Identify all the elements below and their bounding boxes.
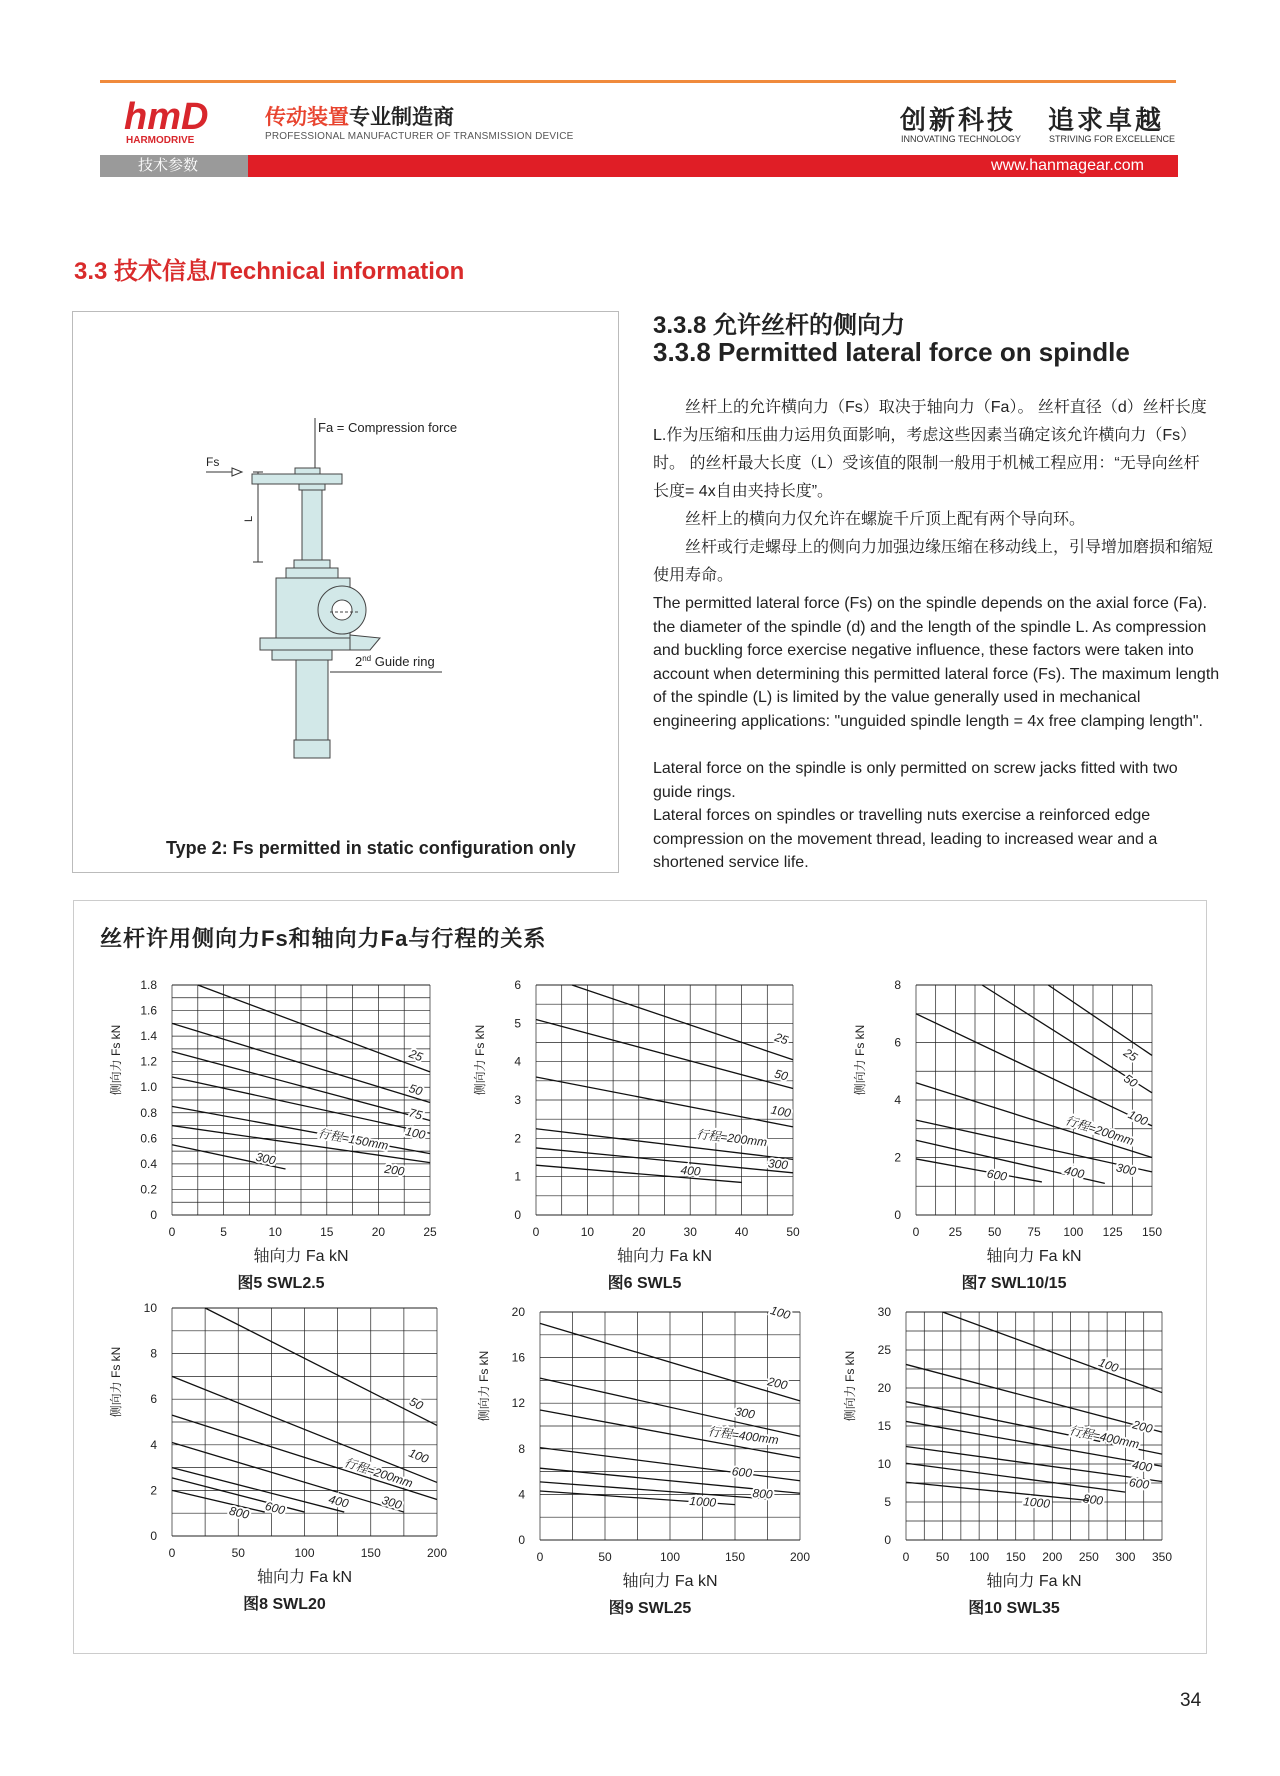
x-tick-label: 100 [1063,1225,1084,1239]
y-tick-label: 0 [150,1208,157,1222]
series-label: 300 [767,1156,789,1173]
series-label: 600 [1128,1475,1151,1492]
series-label: 200 [766,1374,789,1393]
fa-label: Fa = Compression force [318,420,458,435]
chart-caption: 图9 SWL25 [608,1600,692,1617]
y-tick-label: 0 [894,1208,901,1222]
x-tick-label: 150 [724,1550,746,1564]
y-tick-label: 4 [518,1487,525,1502]
series-label: 400 [1062,1163,1086,1182]
series-label: 600 [985,1166,1009,1184]
x-tick-label: 5 [220,1225,227,1239]
series-label: 800 [752,1486,774,1502]
y-axis-label: 侧向力 Fs kN [477,1350,491,1422]
x-tick-label: 20 [371,1225,386,1239]
y-tick-label: 6 [894,1035,901,1050]
x-tick-label: 50 [786,1225,800,1239]
y-tick-label: 0 [514,1208,521,1222]
subsection-title-cn: 3.3.8 允许丝杆的侧向力 [653,312,906,339]
x-tick-label: 15 [320,1225,334,1239]
y-axis-label: 侧向力 Fs kN [853,1024,867,1096]
x-axis-label: 轴向力 Fa kN [253,1248,349,1265]
y-tick-label: 0.2 [140,1182,157,1197]
series-label: 200 [383,1161,406,1179]
y-tick-label: 0.6 [140,1131,157,1146]
paragraph-en-2: Lateral force on the spindle is only permitted on screw jacks fitted with two guide rings. [653,760,1178,801]
series-label: 100 [768,1303,792,1323]
series-line [205,1308,437,1425]
y-tick-label: 1.8 [140,978,157,992]
x-tick-label: 40 [734,1225,749,1239]
y-tick-label: 8 [894,978,901,992]
series-line [540,1482,768,1499]
y-tick-label: 6 [514,978,521,992]
paragraph-en-1: The permitted lateral force (Fs) on the spindle depends on the axial force (Fa). the diameter of the spindle (d) and the length of the spindle L. As compression and buckling force exercise negative influence, these factors were taken into account when determining this permitted lateral force (Fs). The maximum length of the spindle (L) is limited by the value generally used in mechanical engineering applications: "unguided spindle length = 4x free clamping length". [653,595,1220,730]
x-tick-label: 75 [1027,1225,1041,1239]
x-tick-label: 150 [1141,1225,1163,1239]
x-tick-label: 150 [1005,1550,1026,1564]
y-axis-label: 侧向力 Fs kN [109,1024,123,1096]
header-slogan-2-en: STRIVING FOR EXCELLENCE [1049,134,1176,144]
chart-caption: 图6 SWL5 [607,1275,682,1292]
x-tick-label: 150 [360,1546,381,1560]
y-tick-label: 30 [877,1305,891,1319]
y-tick-label: 2 [514,1131,521,1146]
y-axis-label: 侧向力 Fs kN [109,1346,123,1418]
y-tick-label: 5 [884,1495,891,1509]
paragraph-cn-1: 丝杆上的允许横向力（Fs）取决于轴向力（Fa）。 丝杆直径（d）丝杆长度L.作为压缩和压曲力运用负面影响，考虑这些因素当确定该允许横向力（Fs）时。 的丝杆最大长度（L）受该值的限制一般用于机械工程应用：“无导向丝杆长度= 4x自由夹持长度”。 [653,399,1207,500]
chart-3 [852,978,1162,1292]
series-label: 600 [263,1498,287,1518]
series-label: 行程=200mm [695,1127,768,1150]
x-tick-label: 30 [683,1225,697,1239]
x-tick-label: 300 [1115,1550,1136,1564]
x-tick-label: 100 [294,1546,315,1560]
y-tick-label: 1.2 [140,1054,157,1069]
x-axis-label: 轴向力 Fa kN [986,1248,1082,1265]
series-label: 100 [1096,1355,1121,1376]
y-tick-label: 8 [518,1441,525,1456]
series-label: 400 [1131,1457,1154,1475]
x-tick-label: 200 [1042,1550,1063,1564]
y-tick-label: 15 [877,1419,891,1433]
x-tick-label: 10 [580,1225,595,1239]
x-tick-label: 0 [912,1225,920,1239]
series-line [172,1490,265,1512]
series-label: 25 [407,1046,425,1065]
page-number: 34 [1180,1690,1202,1711]
y-tick-label: 1.4 [140,1029,157,1044]
section-title: 3.3 技术信息/Technical information [74,258,465,285]
series-label: 50 [1121,1071,1141,1091]
guide-ring-label: 2nd Guide ring [355,654,435,669]
x-tick-label: 250 [1078,1550,1099,1564]
y-tick-label: 0 [150,1529,157,1543]
y-tick-label: 0.8 [140,1105,157,1120]
y-tick-label: 20 [877,1381,891,1395]
y-tick-label: 10 [143,1301,157,1315]
x-tick-label: 0 [536,1550,544,1564]
subsection-title-en: 3.3.8 Permitted lateral force on spindle [653,337,1130,367]
series-label: 行程=400mm [1068,1423,1141,1452]
y-tick-label: 0 [518,1533,525,1547]
x-axis-label: 轴向力 Fa kN [622,1573,718,1590]
chart-caption: 图7 SWL10/15 [961,1275,1067,1292]
series-label: 300 [1114,1160,1138,1179]
series-label: 300 [254,1149,277,1168]
chart-caption: 图10 SWL35 [968,1600,1060,1617]
series-label: 行程=200mm [342,1455,415,1491]
header-slogan-1-en: INNOVATING TECHNOLOGY [901,134,1022,144]
series-label: 50 [772,1066,790,1084]
series-label: 100 [406,1445,431,1467]
chart-1 [108,978,437,1292]
series-label: 75 [407,1105,424,1123]
series-label: 行程=400mm [707,1424,780,1448]
x-tick-label: 25 [948,1225,963,1239]
x-tick-label: 350 [1151,1550,1173,1564]
chart-caption: 图8 SWL20 [243,1596,326,1613]
series-label: 200 [1131,1417,1155,1437]
series-label: 1000 [688,1493,717,1510]
x-tick-label: 50 [935,1550,950,1564]
logo-text: hmD [124,97,209,138]
x-axis-label: 轴向力 Fa kN [256,1569,353,1586]
x-tick-label: 50 [987,1225,1002,1239]
x-tick-label: 200 [789,1550,811,1564]
y-tick-label: 25 [877,1343,891,1357]
y-tick-label: 1.0 [140,1080,157,1095]
series-label: 600 [731,1464,753,1481]
logo-sub: HARMODRIVE [126,135,195,145]
y-tick-label: 0.4 [140,1156,157,1171]
header-slogan-2: 追求卓越 [1048,106,1165,136]
series-label: 400 [679,1162,702,1179]
y-tick-label: 4 [150,1437,157,1452]
x-tick-label: 100 [659,1550,681,1564]
header-tagline-en: PROFESSIONAL MANUFACTURER OF TRANSMISSION DEVICE [265,131,574,142]
y-tick-label: 1 [514,1169,521,1184]
x-tick-label: 20 [632,1225,646,1239]
series-label: 800 [227,1503,251,1522]
x-tick-label: 25 [423,1225,437,1239]
series-label: 100 [1125,1107,1151,1129]
series-label: 300 [733,1404,756,1422]
series-label: 100 [404,1124,427,1143]
x-tick-label: 0 [532,1225,540,1239]
y-tick-label: 16 [511,1350,525,1365]
y-tick-label: 4 [894,1093,901,1107]
figure-caption: Type 2: Fs permitted in static configuration only [166,838,576,858]
chart-6 [842,1305,1172,1617]
series-label: 行程=150mm [317,1126,390,1153]
series-line [572,985,793,1060]
y-tick-label: 12 [511,1396,525,1411]
x-tick-label: 200 [426,1546,448,1560]
header-tagline-cn: 传动装置专业制造商 [265,106,454,129]
chart-2 [472,978,800,1292]
y-tick-label: 1.6 [140,1003,157,1018]
paragraph-en-3: Lateral forces on spindles or travelling nuts exercise a reinforced edge compression on the movement thread, leading to increased wear and a shortened service life. [653,807,1158,872]
y-tick-label: 6 [150,1392,157,1407]
y-tick-label: 20 [511,1305,525,1319]
x-tick-label: 0 [168,1546,176,1560]
series-label: 行程=200mm [1063,1113,1136,1149]
header-slogan-1: 创新科技 [900,106,1017,136]
series-label: 25 [1121,1045,1140,1065]
series-line [916,1159,1042,1182]
paragraph-cn-3: 丝杆或行走螺母上的侧向力加强边缘压缩在移动线上，引导增加磨损和缩短使用寿命。 [653,539,1214,584]
series-line [172,1468,344,1512]
fs-label: Fs [206,455,220,469]
series-label: 300 [380,1492,404,1513]
paragraph-cn-2: 丝杆上的横向力仅允许在螺旋千斤顶上配有两个导向环。 [685,511,1086,528]
y-tick-label: 8 [150,1346,157,1361]
l-label: L [243,515,255,522]
x-tick-label: 0 [902,1550,910,1564]
x-tick-label: 125 [1102,1225,1123,1239]
chart-4 [108,1301,447,1613]
series-label: 100 [769,1102,793,1121]
y-tick-label: 2 [150,1483,157,1498]
series-label: 1000 [1022,1494,1051,1511]
y-tick-label: 3 [514,1093,521,1107]
series-label: 800 [1082,1491,1104,1508]
series-label: 25 [772,1029,791,1048]
x-tick-label: 100 [969,1550,990,1564]
chart-caption: 图5 SWL2.5 [237,1275,325,1292]
y-tick-label: 2 [894,1150,901,1165]
y-tick-label: 4 [514,1054,521,1069]
series-label: 50 [407,1081,425,1099]
section-tag: 技术参数 [138,157,199,174]
x-axis-label: 轴向力 Fa kN [616,1248,713,1265]
x-tick-label: 10 [268,1225,282,1239]
x-tick-label: 50 [231,1546,245,1560]
y-tick-label: 10 [877,1457,891,1471]
series-label: 400 [327,1492,351,1511]
charts-title: 丝杆许用侧向力Fs和轴向力Fa与行程的关系 [100,926,547,951]
x-tick-label: 0 [168,1225,176,1239]
x-tick-label: 50 [598,1550,612,1564]
y-tick-label: 5 [514,1016,521,1031]
website-link[interactable]: www.hanmagear.com [991,157,1144,174]
y-axis-label: 侧向力 Fs kN [473,1024,487,1096]
chart-5 [476,1303,810,1617]
x-axis-label: 轴向力 Fa kN [986,1573,1082,1590]
series-line [1048,985,1152,1055]
series-label: 50 [407,1394,426,1413]
y-axis-label: 侧向力 Fs kN [843,1350,857,1422]
y-tick-label: 0 [884,1533,891,1547]
